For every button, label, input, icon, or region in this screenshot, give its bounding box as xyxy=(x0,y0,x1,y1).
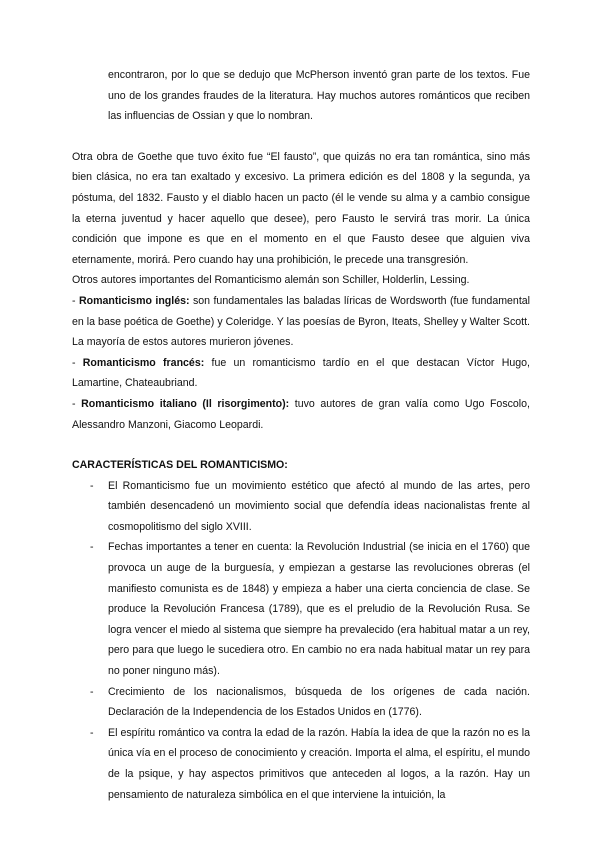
romanticismo-ingles-title: Romanticismo inglés: xyxy=(78,294,190,307)
fausto-paragraph: Otra obra de Goethe que tuvo éxito fue “El fausto”, que quizás no era tan romántica, sino más bien clásica, no era tan exaltado y excesivo. La primera edición es del 1808 y la segunda, ya póstuma, del 1832. Fausto y el diablo hacen un pacto (él le vende su alma y a cambio consigue la eterna juventud y hacer aquello que desee), pero Fausto le servirá tras morir. La única condición que impone es que en el momento en el que Fausto desee que alguien viva eternamente, morirá. Pero cuando hay una prohibición, le precede una transgresión. xyxy=(72,150,530,266)
dash-marker: - xyxy=(90,726,94,739)
otros-autores-paragraph: Otros autores importantes del Romanticismo alemán son Schiller, Holderlin, Lessing. xyxy=(72,274,470,287)
list-item: - El espíritu romántico va contra la edad de la razón. Había la idea de que la razón no es la única vía en el proceso de conocimiento y creación. Importa el alma, el espíritu, el mundo de la psique, y hay aspectos primitivos que anteceden al logos, a la razón. Hay un pensamiento de naturaleza simbólica en el que interviene la intuición, la xyxy=(72,723,530,805)
dash-marker: - xyxy=(90,685,94,698)
list-item: - El Romanticismo fue un movimiento estético que afectó al mundo de las artes, pero también desencadenó un movimiento social que defendía ideas nacionalistas frente al cosmopolitismo del siglo XVIII. xyxy=(72,476,530,538)
spacer xyxy=(72,435,530,455)
list-item: - Fechas importantes a tener en cuenta: la Revolución Industrial (se inicia en el 1760) que provoca un auge de la burguesía, y empiezan a gestarse las revoluciones obreras (el manifiesto comunista es de 1848) y empieza a haber una cierta conciencia de clase. Se produce la Revolución Francesa (1789), que es el preludio de la Revolución Rusa. Se logra vencer el miedo al sistema que siempre ha prevalecido (era habitual matar a un rey, pero para que luego le sucediera otro. En cambio no era nada habitual matar un rey para no poner ninguno más). xyxy=(72,537,530,681)
list-item: - Crecimiento de los nacionalismos, búsqueda de los orígenes de cada nación. Declaración de la Independencia de los Estados Unidos en (1776). xyxy=(72,682,530,723)
romanticismo-frances-paragraph: - Romanticismo francés: fue un romanticismo tardío en el que destacan Víctor Hugo, Lamartine, Chateaubriand. xyxy=(72,356,530,390)
dash-marker: - xyxy=(90,541,94,554)
dash-marker: - xyxy=(90,479,94,492)
romanticismo-italiano-paragraph: - Romanticismo italiano (Il risorgimento): tuvo autores de gran valía como Ugo Foscolo, Alessandro Manzoni, Giacomo Leopardi. xyxy=(72,397,530,431)
ossian-paragraph: encontraron, por lo que se dedujo que McPherson inventó gran parte de los textos. Fue uno de los grandes fraudes de la literatura. Hay muchos autores románticos que reciben las influencias de Ossian y que lo nombran. xyxy=(108,69,530,123)
ossian-continuation xyxy=(72,65,530,127)
romanticismo-ingles-paragraph: - Romanticismo inglés: son fundamentales las baladas líricas de Wordsworth (fue fundamental en la base poética de Goethe) y Coleridge. Y las poesías de Byron, Iteats, Shelley y Walter Scott. La mayoría de estos autores murieron jóvenes. xyxy=(72,294,531,349)
romanticismo-frances-title: Romanticismo francés: xyxy=(82,356,205,369)
romanticismo-italiano-title: Romanticismo italiano (Il risorgimento): xyxy=(81,397,290,410)
caracteristicas-list xyxy=(72,476,530,806)
caracteristicas-heading: CARACTERÍSTICAS DEL ROMANTICISMO: xyxy=(72,459,288,472)
spacer xyxy=(72,127,530,147)
